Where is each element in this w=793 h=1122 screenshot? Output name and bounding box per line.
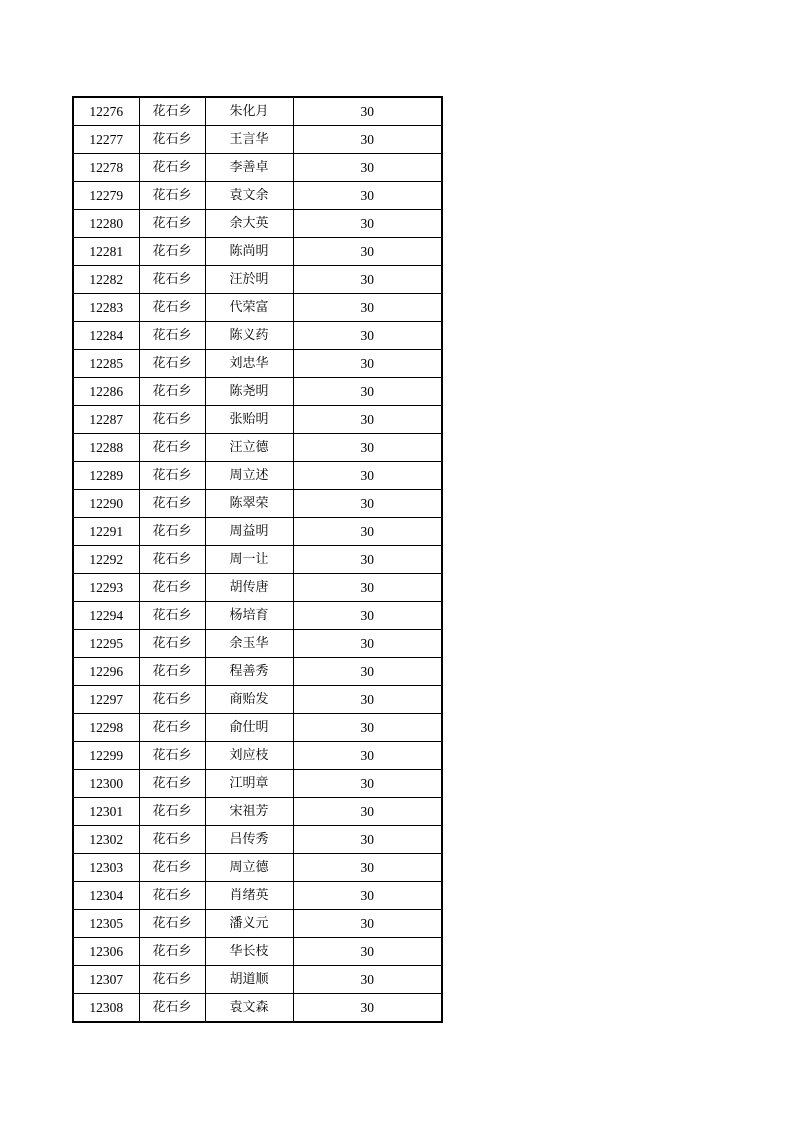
cell-amount: 30 [293, 238, 442, 266]
cell-amount: 30 [293, 518, 442, 546]
cell-id: 12305 [73, 910, 139, 938]
cell-id: 12299 [73, 742, 139, 770]
table-row [73, 406, 442, 434]
data-table [72, 96, 443, 1023]
table-row [73, 910, 442, 938]
cell-amount: 30 [293, 406, 442, 434]
cell-id: 12287 [73, 406, 139, 434]
cell-id: 12279 [73, 182, 139, 210]
table-row [73, 378, 442, 406]
cell-amount: 30 [293, 686, 442, 714]
cell-id: 12290 [73, 490, 139, 518]
cell-id: 12280 [73, 210, 139, 238]
cell-amount: 30 [293, 826, 442, 854]
table-row [73, 434, 442, 462]
cell-id: 12277 [73, 126, 139, 154]
cell-id: 12295 [73, 630, 139, 658]
table-row [73, 294, 442, 322]
cell-id: 12303 [73, 854, 139, 882]
cell-name: 汪於明 [205, 266, 293, 294]
cell-township: 花石乡 [139, 490, 205, 518]
cell-name: 江明章 [205, 770, 293, 798]
cell-id: 12298 [73, 714, 139, 742]
cell-name: 袁文余 [205, 182, 293, 210]
table-row [73, 182, 442, 210]
cell-id: 12306 [73, 938, 139, 966]
cell-name: 陈尧明 [205, 378, 293, 406]
cell-township: 花石乡 [139, 686, 205, 714]
cell-amount: 30 [293, 154, 442, 182]
table-row [73, 938, 442, 966]
cell-township: 花石乡 [139, 798, 205, 826]
cell-township: 花石乡 [139, 742, 205, 770]
cell-amount: 30 [293, 126, 442, 154]
table-row [73, 97, 442, 126]
cell-id: 12281 [73, 238, 139, 266]
cell-amount: 30 [293, 294, 442, 322]
table-row [73, 770, 442, 798]
cell-name: 汪立德 [205, 434, 293, 462]
cell-township: 花石乡 [139, 910, 205, 938]
cell-id: 12276 [73, 97, 139, 126]
cell-township: 花石乡 [139, 658, 205, 686]
cell-name: 胡传唐 [205, 574, 293, 602]
table-row [73, 994, 442, 1023]
table-row [73, 490, 442, 518]
cell-township: 花石乡 [139, 518, 205, 546]
cell-id: 12300 [73, 770, 139, 798]
cell-id: 12288 [73, 434, 139, 462]
table-row [73, 462, 442, 490]
cell-id: 12296 [73, 658, 139, 686]
table-row [73, 266, 442, 294]
cell-township: 花石乡 [139, 154, 205, 182]
cell-amount: 30 [293, 602, 442, 630]
cell-name: 俞仕明 [205, 714, 293, 742]
cell-township: 花石乡 [139, 938, 205, 966]
table-row [73, 350, 442, 378]
cell-amount: 30 [293, 938, 442, 966]
cell-amount: 30 [293, 210, 442, 238]
cell-id: 12294 [73, 602, 139, 630]
cell-id: 12285 [73, 350, 139, 378]
cell-township: 花石乡 [139, 546, 205, 574]
cell-township: 花石乡 [139, 350, 205, 378]
cell-name: 陈翠荣 [205, 490, 293, 518]
cell-name: 朱化月 [205, 97, 293, 126]
cell-township: 花石乡 [139, 406, 205, 434]
table-row [73, 658, 442, 686]
table-row [73, 714, 442, 742]
cell-name: 程善秀 [205, 658, 293, 686]
table-row [73, 882, 442, 910]
cell-township: 花石乡 [139, 462, 205, 490]
cell-amount: 30 [293, 994, 442, 1023]
cell-name: 华长枝 [205, 938, 293, 966]
table-body [73, 97, 442, 1022]
table-row [73, 210, 442, 238]
table-row [73, 126, 442, 154]
cell-name: 刘应枝 [205, 742, 293, 770]
cell-township: 花石乡 [139, 322, 205, 350]
cell-name: 周益明 [205, 518, 293, 546]
cell-township: 花石乡 [139, 630, 205, 658]
cell-amount: 30 [293, 798, 442, 826]
table-row [73, 630, 442, 658]
cell-name: 周一让 [205, 546, 293, 574]
cell-township: 花石乡 [139, 210, 205, 238]
cell-id: 12302 [73, 826, 139, 854]
cell-township: 花石乡 [139, 97, 205, 126]
cell-id: 12286 [73, 378, 139, 406]
cell-township: 花石乡 [139, 574, 205, 602]
cell-id: 12291 [73, 518, 139, 546]
table-row [73, 798, 442, 826]
cell-amount: 30 [293, 266, 442, 294]
cell-township: 花石乡 [139, 434, 205, 462]
table-row [73, 854, 442, 882]
cell-amount: 30 [293, 742, 442, 770]
table-row [73, 238, 442, 266]
cell-name: 余玉华 [205, 630, 293, 658]
table-row [73, 966, 442, 994]
cell-township: 花石乡 [139, 294, 205, 322]
cell-name: 代荣富 [205, 294, 293, 322]
cell-name: 李善卓 [205, 154, 293, 182]
cell-amount: 30 [293, 462, 442, 490]
cell-amount: 30 [293, 910, 442, 938]
cell-id: 12304 [73, 882, 139, 910]
cell-amount: 30 [293, 182, 442, 210]
cell-name: 宋祖芳 [205, 798, 293, 826]
table-row [73, 826, 442, 854]
cell-id: 12297 [73, 686, 139, 714]
cell-amount: 30 [293, 770, 442, 798]
cell-amount: 30 [293, 350, 442, 378]
cell-name: 袁文森 [205, 994, 293, 1023]
cell-name: 周立德 [205, 854, 293, 882]
cell-id: 12282 [73, 266, 139, 294]
cell-amount: 30 [293, 546, 442, 574]
cell-name: 肖绪英 [205, 882, 293, 910]
cell-amount: 30 [293, 854, 442, 882]
cell-name: 杨培育 [205, 602, 293, 630]
table-row [73, 742, 442, 770]
cell-id: 12293 [73, 574, 139, 602]
cell-township: 花石乡 [139, 966, 205, 994]
cell-id: 12292 [73, 546, 139, 574]
cell-township: 花石乡 [139, 378, 205, 406]
cell-amount: 30 [293, 490, 442, 518]
cell-amount: 30 [293, 574, 442, 602]
cell-township: 花石乡 [139, 770, 205, 798]
cell-name: 周立述 [205, 462, 293, 490]
cell-township: 花石乡 [139, 826, 205, 854]
cell-township: 花石乡 [139, 714, 205, 742]
cell-amount: 30 [293, 322, 442, 350]
cell-township: 花石乡 [139, 882, 205, 910]
cell-name: 余大英 [205, 210, 293, 238]
cell-township: 花石乡 [139, 266, 205, 294]
cell-name: 王言华 [205, 126, 293, 154]
table-row [73, 322, 442, 350]
table-row [73, 154, 442, 182]
cell-name: 陈义药 [205, 322, 293, 350]
cell-amount: 30 [293, 966, 442, 994]
cell-name: 商贻发 [205, 686, 293, 714]
cell-id: 12307 [73, 966, 139, 994]
cell-township: 花石乡 [139, 182, 205, 210]
cell-id: 12301 [73, 798, 139, 826]
cell-amount: 30 [293, 378, 442, 406]
table-row [73, 686, 442, 714]
cell-township: 花石乡 [139, 126, 205, 154]
cell-township: 花石乡 [139, 238, 205, 266]
cell-id: 12284 [73, 322, 139, 350]
cell-name: 刘忠华 [205, 350, 293, 378]
cell-township: 花石乡 [139, 602, 205, 630]
cell-name: 陈尚明 [205, 238, 293, 266]
cell-name: 张贻明 [205, 406, 293, 434]
cell-amount: 30 [293, 434, 442, 462]
table-row [73, 546, 442, 574]
cell-id: 12278 [73, 154, 139, 182]
cell-name: 胡道顺 [205, 966, 293, 994]
cell-amount: 30 [293, 658, 442, 686]
table-row [73, 574, 442, 602]
cell-township: 花石乡 [139, 854, 205, 882]
cell-name: 吕传秀 [205, 826, 293, 854]
cell-amount: 30 [293, 882, 442, 910]
cell-name: 潘义元 [205, 910, 293, 938]
cell-amount: 30 [293, 97, 442, 126]
cell-amount: 30 [293, 714, 442, 742]
table-row [73, 602, 442, 630]
cell-id: 12308 [73, 994, 139, 1023]
table-row [73, 518, 442, 546]
cell-id: 12283 [73, 294, 139, 322]
cell-amount: 30 [293, 630, 442, 658]
cell-township: 花石乡 [139, 994, 205, 1023]
cell-id: 12289 [73, 462, 139, 490]
